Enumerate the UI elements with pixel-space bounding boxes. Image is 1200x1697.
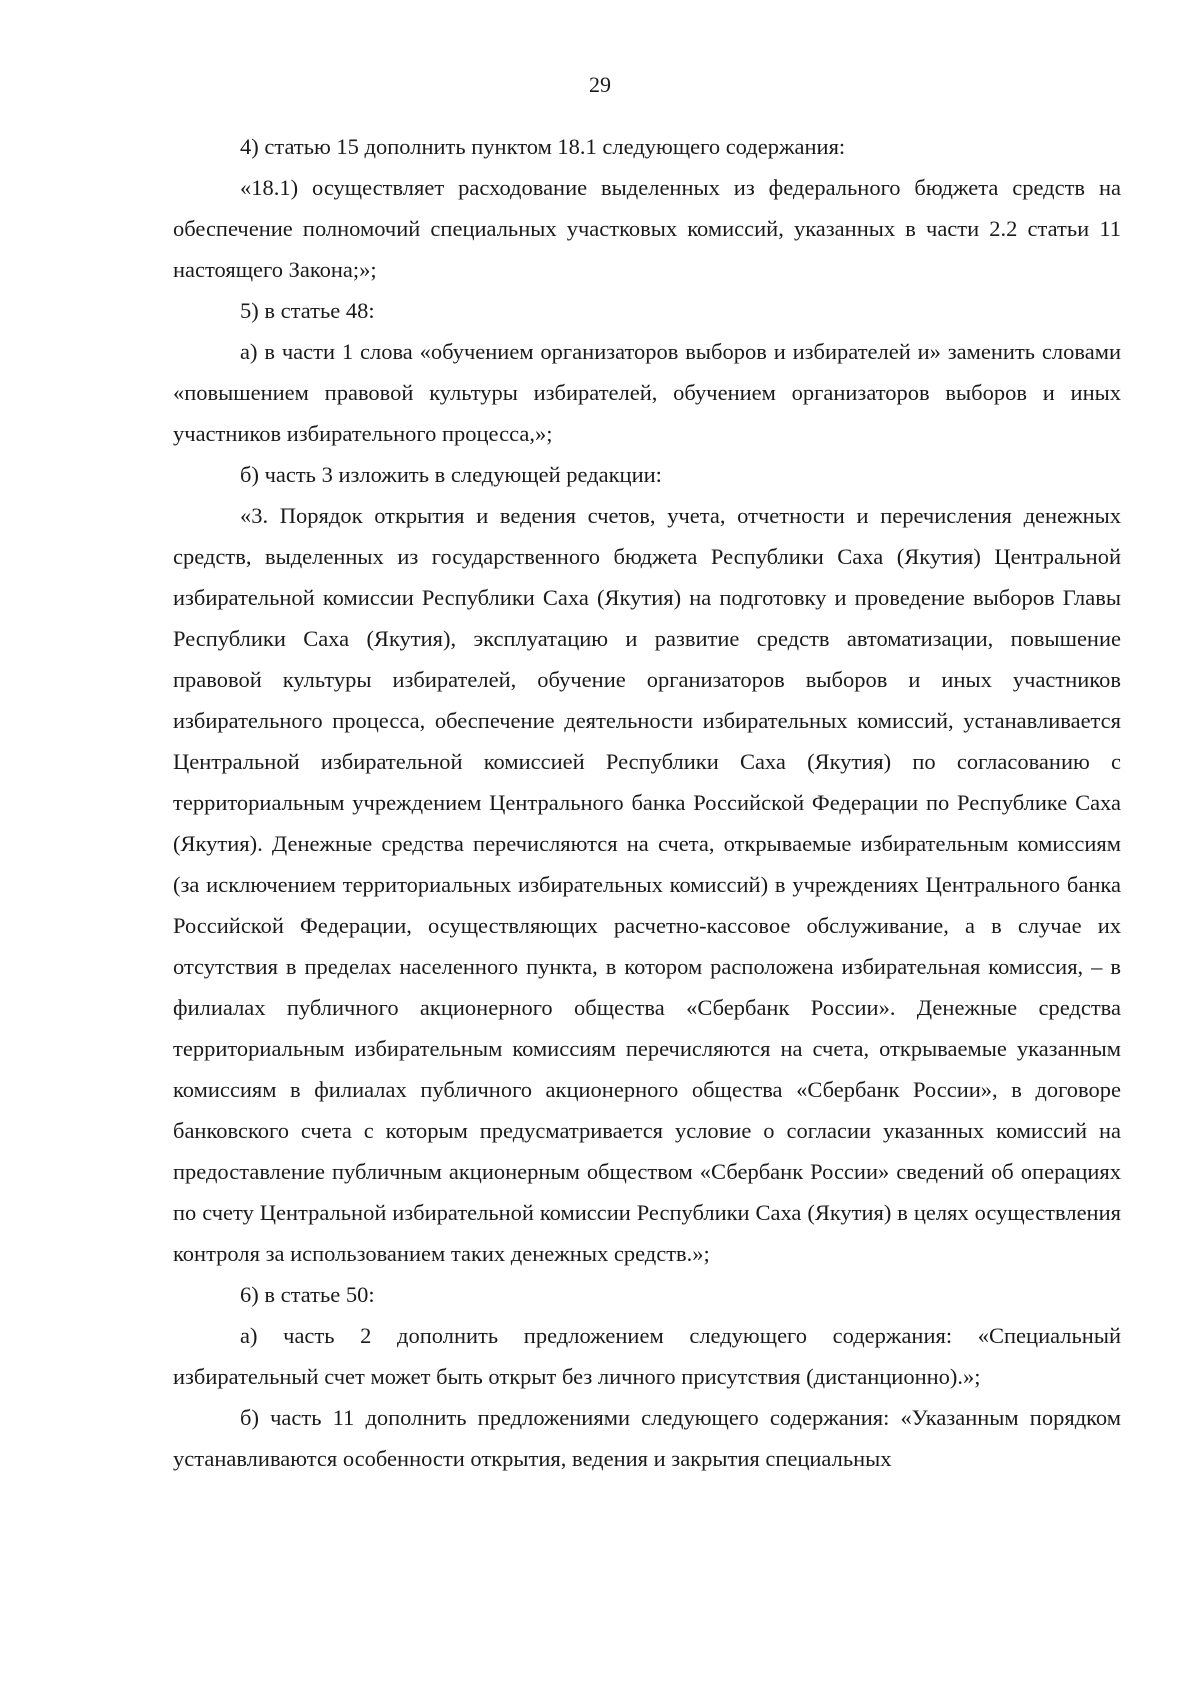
paragraph: 6) в статье 50: bbox=[240, 1282, 375, 1307]
paragraph: а) в части 1 слова «обучением организаторов выборов и избирателей и» заменить словами «повышением правовой культуры избирателей, обучением организаторов выборов и иных участников избирательного процесса,»; bbox=[173, 339, 1121, 446]
paragraph: б) часть 3 изложить в следующей редакции: bbox=[240, 462, 662, 487]
paragraph: «3. Порядок открытия и ведения счетов, учета, отчетности и перечисления денежных средств, выделенных из государственного бюджета Республики Саха (Якутия) Центральной избирательной комиссии Республики Саха (Якутия) на подготовку и проведение выборов Главы Республики Саха (Якутия), эксплуатацию и развитие средств автоматизации, повышение правовой культуры избирателей, обучение организаторов выборов и иных участников избирательного процесса, обеспечение деятельности избирательных комиссий, устанавливается Центральной избирательной комиссией Республики Саха (Якутия) по согласованию с территориальным учреждением Центрального банка Российской Федерации по Республике Саха (Якутия). Денежные средства перечисляются на счета, открываемые избирательным комиссиям (за исключением территориальных избирательных комиссий) в учреждениях Центрального банка Российской Федерации, осуществляющих расчетно-кассовое обслуживание, а в случае их отсутствия в пределах населенного пункта, в котором расположена избирательная комиссия, – в филиалах публичного акционерного общества «Сбербанк России». Денежные средства территориальным избирательным комиссиям перечисляются на счета, открываемые указанным комиссиям в филиалах публичного акционерного общества «Сбербанк России», в договоре банковского счета с которым предусматривается условие о согласии указанных комиссий на предоставление публичным акционерным обществом «Сбербанк России» сведений об операциях по счету Центральной избирательной комиссии Республики Саха (Якутия) в целях осуществления контроля за использованием таких денежных средств.»; bbox=[173, 503, 1121, 1266]
paragraph: 5) в статье 48: bbox=[240, 298, 375, 323]
paragraph: а) часть 2 дополнить предложением следующего содержания: «Специальный избирательный счет может быть открыт без личного присутствия (дистанционно).»; bbox=[173, 1323, 1121, 1389]
paragraph: б) часть 11 дополнить предложениями следующего содержания: «Указанным порядком устанавливаются особенности открытия, ведения и закрытия специальных bbox=[173, 1405, 1121, 1471]
document-body bbox=[173, 126, 1121, 1479]
paragraph: «18.1) осуществляет расходование выделенных из федерального бюджета средств на обеспечение полномочий специальных участковых комиссий, указанных в части 2.2 статьи 11 настоящего Закона;»; bbox=[173, 175, 1121, 282]
paragraph: 4) статью 15 дополнить пунктом 18.1 следующего содержания: bbox=[240, 134, 846, 159]
page-number: 29 bbox=[589, 72, 611, 97]
